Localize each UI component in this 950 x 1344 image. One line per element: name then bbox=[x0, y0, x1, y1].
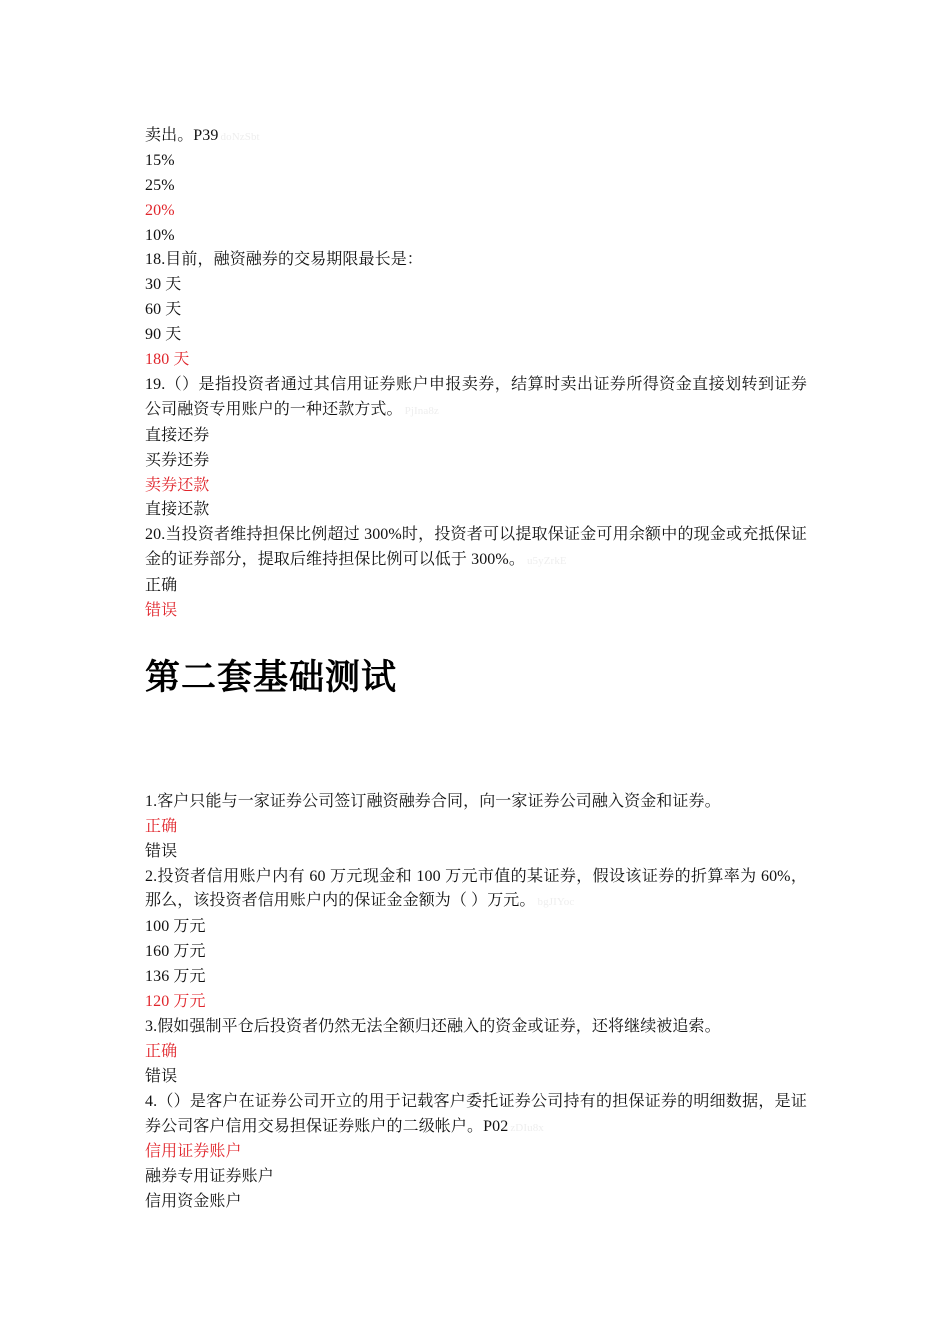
question-17-tail bbox=[145, 124, 807, 149]
option-credit-securities-account-correct: 信用证券账户 bbox=[145, 1143, 242, 1161]
option-securities-lending-account: 融券专用证券账户 bbox=[145, 1168, 274, 1186]
option-136-wan: 136 万元 bbox=[145, 968, 206, 986]
document-page bbox=[145, 124, 807, 1215]
option-30-days: 30 天 bbox=[145, 276, 182, 294]
watermark-text: zDIu8x bbox=[510, 1121, 544, 1134]
question-text: 19.（）是指投资者通过其信用证券账户申报卖券，结算时卖出证券所得资金直接划转到证券公司融资专用账户的一种还款方式。 bbox=[145, 375, 807, 418]
option-90-days: 90 天 bbox=[145, 326, 182, 344]
option-true-correct: 正确 bbox=[145, 1042, 178, 1060]
watermark-text: u5yZrkE bbox=[526, 555, 567, 568]
option-direct-return-securities: 直接还券 bbox=[145, 426, 210, 444]
option-true-correct: 正确 bbox=[145, 817, 178, 835]
question-18: 18.目前，融资融券的交易期限最长是： bbox=[145, 251, 423, 269]
question-text: 4.（）是客户在证券公司开立的用于记载客户委托证券公司持有的担保证券的明细数据，是证券公司客户信用交易担保证券账户的二级帐户。P02 bbox=[145, 1092, 807, 1135]
option-credit-funds-account: 信用资金账户 bbox=[145, 1193, 242, 1211]
option-false-correct: 错误 bbox=[145, 601, 178, 619]
question-text: 2.投资者信用账户内有 60 万元现金和 100 万元市值的某证券，假设该证券的折算率为 60%，那么，该投资者信用账户内的保证金金额为（ ）万元。 bbox=[145, 867, 807, 910]
option-60-days: 60 天 bbox=[145, 301, 182, 319]
watermark-text: doNzSbt bbox=[220, 131, 260, 143]
question-20 bbox=[145, 523, 807, 574]
option-20-percent-correct: 20% bbox=[145, 201, 175, 219]
question-2-1: 1.客户只能与一家证券公司签订融资融券合同，向一家证券公司融入资金和证券。 bbox=[145, 792, 721, 810]
option-100-wan: 100 万元 bbox=[145, 918, 206, 936]
section-title: 第二套基础测试 bbox=[145, 657, 398, 698]
watermark-text: bgJIYoc bbox=[537, 896, 575, 909]
option-160-wan: 160 万元 bbox=[145, 943, 206, 961]
option-sell-securities-repay-correct: 卖券还款 bbox=[145, 476, 210, 494]
question-2-2 bbox=[145, 865, 807, 916]
option-true: 正确 bbox=[145, 577, 178, 595]
option-25-percent: 25% bbox=[145, 176, 175, 194]
option-10-percent: 10% bbox=[145, 226, 175, 244]
option-buy-securities-return: 买券还券 bbox=[145, 451, 210, 469]
option-180-days-correct: 180 天 bbox=[145, 351, 190, 369]
option-15-percent: 15% bbox=[145, 151, 175, 169]
option-direct-repay: 直接还款 bbox=[145, 501, 210, 519]
option-false: 错误 bbox=[145, 842, 178, 860]
question-2-3: 3.假如强制平仓后投资者仍然无法全额归还融入的资金或证券，还将继续被追索。 bbox=[145, 1017, 721, 1035]
watermark-text: PjIna8z bbox=[404, 404, 439, 417]
question-text: 卖出。P39 bbox=[145, 127, 219, 144]
question-text: 20.当投资者维持担保比例超过 300%时，投资者可以提取保证金可用余额中的现金或充抵保证金的证券部分，提取后维持担保比例可以低于 300%。 bbox=[145, 526, 807, 569]
question-19 bbox=[145, 373, 807, 424]
question-2-4 bbox=[145, 1090, 807, 1141]
option-120-wan-correct: 120 万元 bbox=[145, 993, 206, 1011]
option-false: 错误 bbox=[145, 1067, 178, 1085]
